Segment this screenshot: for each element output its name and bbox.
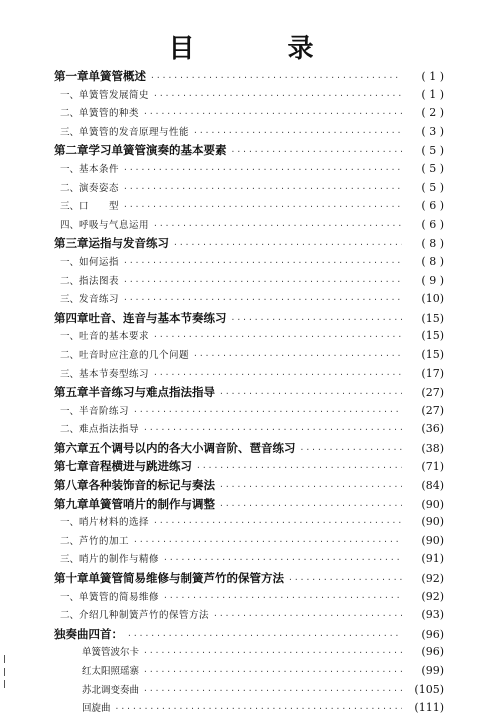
toc-entry-chapter xyxy=(54,309,444,328)
chapter-title: 吐音、连音与基本节奏练习 xyxy=(88,310,227,325)
section-title: 单簧管的种类 xyxy=(79,108,140,120)
toc-entry-chapter xyxy=(54,569,444,588)
dot-leader xyxy=(133,403,402,422)
toc-entry-chapter xyxy=(54,476,444,495)
toc-entry-section xyxy=(54,550,444,569)
page-number: (93) xyxy=(421,608,444,622)
table-of-contents xyxy=(54,67,444,718)
section-title: 哨片材料的选择 xyxy=(79,517,150,529)
dot-leader xyxy=(123,180,402,199)
page-number: (15) xyxy=(421,329,444,343)
chapter-number: 第九章 xyxy=(54,496,89,511)
dot-leader xyxy=(143,663,402,682)
dot-leader xyxy=(213,607,402,626)
section-number: 一、 xyxy=(60,331,80,343)
section-number: 一、 xyxy=(60,517,80,529)
section-number: 一、 xyxy=(60,256,80,268)
page-number: (90) xyxy=(421,515,444,529)
dot-leader xyxy=(123,273,402,292)
section-title: 难点指法指导 xyxy=(79,424,140,436)
section-title: 介绍几种制簧芦竹的保管方法 xyxy=(79,610,210,622)
section-number: 三、 xyxy=(60,201,80,213)
section-title: 单簧管的发音原理与性能 xyxy=(79,126,190,138)
dot-leader xyxy=(196,459,402,478)
dot-leader xyxy=(173,236,402,255)
section-title: 口 型 xyxy=(79,201,120,213)
section-number: 三、 xyxy=(60,294,80,306)
section-number: 一、 xyxy=(60,89,80,101)
chapter-number: 第一章 xyxy=(54,69,89,83)
toc-entry-section xyxy=(54,513,444,532)
dot-leader xyxy=(219,478,402,497)
toc-entry-section xyxy=(54,272,444,291)
page-number: (27) xyxy=(421,386,444,400)
toc-entry-chapter xyxy=(54,495,444,514)
dot-leader xyxy=(123,198,402,217)
chapter-number: 第八章 xyxy=(54,478,89,493)
toc-entry-section xyxy=(54,104,444,123)
dot-leader xyxy=(153,217,402,236)
section-title: 演奏姿态 xyxy=(79,182,120,194)
chapter-title: 单簧管简易维修与制簧芦竹的保管方法 xyxy=(88,571,284,586)
chapter-number: 第七章 xyxy=(54,459,89,474)
section-number: 二、 xyxy=(60,182,80,194)
page-number: ( 8 ) xyxy=(421,237,444,251)
toc-entry-chapter xyxy=(54,439,444,458)
dot-leader xyxy=(231,311,403,330)
page-number: ( 1 ) xyxy=(421,87,444,101)
toc-entry-section xyxy=(54,197,444,216)
toc-entry-chapter xyxy=(54,383,444,402)
dot-leader xyxy=(123,254,402,273)
chapter-number: 第十章 xyxy=(54,571,89,586)
chapter-title: 运指与发音练习 xyxy=(88,236,169,251)
section-number: 二、 xyxy=(60,424,80,436)
toc-entry-section xyxy=(54,420,444,439)
section-title: 基本条件 xyxy=(79,163,120,175)
toc-entry-section xyxy=(54,179,444,198)
toc-entry-piece xyxy=(54,643,444,662)
chapter-title: 半音练习与难点指法指导 xyxy=(88,385,215,400)
toc-entry-section xyxy=(54,160,444,179)
section-title: 发音练习 xyxy=(79,294,120,306)
chapter-number: 第二章 xyxy=(54,143,89,158)
page-number: (96) xyxy=(421,645,444,659)
page-number: (10) xyxy=(421,292,444,306)
section-number: 三、 xyxy=(60,554,80,566)
section-number: 二、 xyxy=(60,349,80,361)
toc-entry-chapter xyxy=(54,457,444,476)
section-number: 四、 xyxy=(60,219,80,231)
page-number: ( 8 ) xyxy=(421,254,444,268)
dot-leader xyxy=(115,700,402,719)
section-title: 呼吸与气息运用 xyxy=(79,219,150,231)
page-number: ( 6 ) xyxy=(421,217,444,231)
chapter-title: 五个调号以内的各大小调音阶、琶音练习 xyxy=(88,440,296,455)
dot-leader xyxy=(193,347,402,366)
toc-entry-piece xyxy=(54,699,444,718)
toc-entry-section xyxy=(54,402,444,421)
toc-entry-chapter xyxy=(54,67,444,86)
page-number: (27) xyxy=(421,403,444,417)
dot-leader xyxy=(143,682,402,701)
page-number: ( 6 ) xyxy=(421,199,444,213)
toc-entry-section xyxy=(54,606,444,625)
section-number: 二、 xyxy=(60,535,80,547)
chapter-title: 单簧管哨片的制作与调整 xyxy=(88,496,215,511)
dot-leader xyxy=(143,421,402,440)
page-number: (15) xyxy=(421,311,444,325)
page-number: (99) xyxy=(421,664,444,677)
toc-entry-chapter xyxy=(54,141,444,160)
piece-title: 苏北调变奏曲 xyxy=(82,684,140,696)
chapter-number: 第六章 xyxy=(54,440,89,455)
chapter-title: 音程横进与跳进练习 xyxy=(88,459,192,474)
piece-title: 单簧管波尔卡 xyxy=(82,647,140,659)
dot-leader xyxy=(153,514,402,533)
page-number: ( 5 ) xyxy=(421,161,444,175)
chapter-title: 学习单簧管演奏的基本要素 xyxy=(88,143,227,158)
dot-leader xyxy=(153,87,402,106)
section-title: 基本节奏型练习 xyxy=(79,368,150,380)
page-title: 目 录 xyxy=(168,34,356,64)
toc-entry-piece xyxy=(54,662,444,681)
section-title: 吐音的基本要求 xyxy=(79,331,150,343)
dot-leader xyxy=(219,497,402,516)
dot-leader xyxy=(127,627,402,646)
chapter-title: 各种装饰音的标记与奏法 xyxy=(88,478,215,493)
collection-title: 独奏曲四首： xyxy=(54,626,123,641)
section-title: 如何运指 xyxy=(79,256,120,268)
toc-entry-section xyxy=(54,588,444,607)
page-number: (15) xyxy=(421,347,444,361)
dot-leader xyxy=(300,441,403,460)
page-number: ( 1 ) xyxy=(421,70,444,83)
dot-leader xyxy=(219,385,402,404)
section-title: 单簧管发展简史 xyxy=(79,89,150,101)
toc-entry-section xyxy=(54,290,444,309)
piece-title: 回旋曲 xyxy=(82,703,111,715)
chapter-number: 第四章 xyxy=(54,310,89,325)
toc-entry-section xyxy=(54,532,444,551)
page-number: (90) xyxy=(421,497,444,511)
page-number: (92) xyxy=(421,572,444,586)
toc-entry-collection xyxy=(54,625,444,644)
dot-leader xyxy=(153,366,402,385)
page-edge-mark xyxy=(4,680,5,688)
toc-entry-section xyxy=(54,216,444,235)
section-title: 吐音时应注意的几个问题 xyxy=(79,349,190,361)
chapter-title: 单簧管概述 xyxy=(88,69,146,83)
dot-leader xyxy=(288,571,402,590)
page-edge-mark xyxy=(4,655,5,663)
chapter-number: 第三章 xyxy=(54,236,89,251)
section-title: 哨片的制作与精修 xyxy=(79,554,160,566)
section-number: 一、 xyxy=(60,405,80,417)
page-number: ( 5 ) xyxy=(421,180,444,194)
dot-leader xyxy=(153,328,402,347)
dot-leader xyxy=(231,143,403,162)
page-number: (91) xyxy=(421,552,444,566)
page-number: (96) xyxy=(421,627,444,641)
page-number: ( 5 ) xyxy=(421,144,444,158)
dot-leader xyxy=(123,161,402,180)
page-number: ( 9 ) xyxy=(421,273,444,287)
chapter-number: 第五章 xyxy=(54,385,89,400)
section-title: 半音阶练习 xyxy=(79,405,130,417)
toc-entry-section xyxy=(54,346,444,365)
dot-leader xyxy=(150,69,402,88)
page-number: (17) xyxy=(421,366,444,380)
section-number: 三、 xyxy=(60,368,80,380)
page-number: (36) xyxy=(421,422,444,436)
section-number: 二、 xyxy=(60,275,80,287)
section-number: 二、 xyxy=(60,108,80,120)
toc-entry-section xyxy=(54,123,444,142)
toc-entry-section xyxy=(54,86,444,105)
dot-leader xyxy=(123,291,402,310)
page-number: (90) xyxy=(421,533,444,547)
page-number: (92) xyxy=(421,589,444,603)
dot-leader xyxy=(143,644,402,663)
dot-leader xyxy=(133,533,402,552)
page-number: (71) xyxy=(421,460,444,474)
piece-title: 红太阳照瑶寨 xyxy=(82,666,140,677)
toc-entry-chapter xyxy=(54,234,444,253)
page-number: ( 2 ) xyxy=(421,106,444,120)
page-number: (38) xyxy=(421,441,444,455)
dot-leader xyxy=(163,551,402,570)
toc-entry-section xyxy=(54,327,444,346)
dot-leader xyxy=(143,105,402,124)
dot-leader xyxy=(193,124,402,143)
page-number: (111) xyxy=(414,701,444,715)
section-number: 三、 xyxy=(60,126,80,138)
page-number: (105) xyxy=(414,682,444,696)
dot-leader xyxy=(163,589,402,608)
section-number: 一、 xyxy=(60,591,80,603)
page-number: ( 3 ) xyxy=(421,124,444,138)
page-number: (84) xyxy=(421,479,444,493)
section-title: 指法图表 xyxy=(79,275,120,287)
section-title: 芦竹的加工 xyxy=(79,535,130,547)
section-title: 单簧管的简易维修 xyxy=(79,591,160,603)
page-edge-mark xyxy=(4,668,5,676)
toc-entry-section xyxy=(54,253,444,272)
section-number: 二、 xyxy=(60,610,80,622)
toc-entry-section xyxy=(54,365,444,384)
section-number: 一、 xyxy=(60,163,80,175)
